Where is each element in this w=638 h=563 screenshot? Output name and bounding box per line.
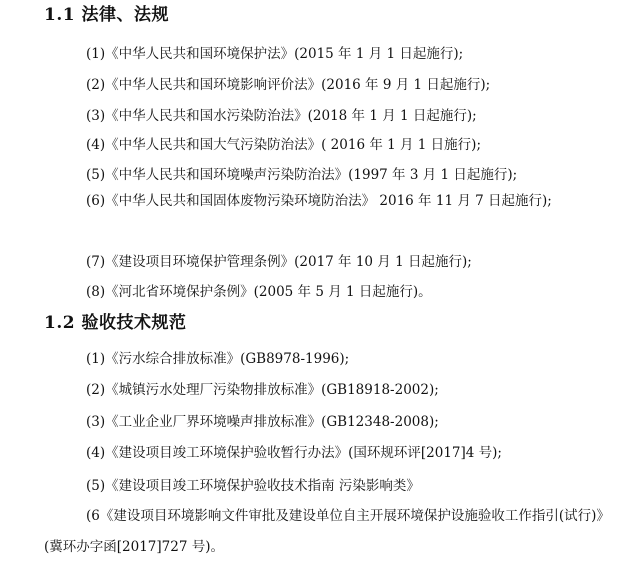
law-item-5: (5)《中华人民共和国环境噪声污染防治法》(1997 年 3 月 1 日起施行);: [86, 167, 518, 183]
law-item-8: (8)《河北省环境保护条例》(2005 年 5 月 1 日起施行)。: [86, 284, 432, 300]
law-item-6: [44, 186, 604, 217]
law-item-2: (2)《中华人民共和国环境影响评价法》(2016 年 9 月 1 日起施行);: [86, 77, 491, 93]
law-item-1: (1)《中华人民共和国环境保护法》(2015 年 1 月 1 日起施行);: [86, 46, 464, 62]
standard-item-4: (4)《建设项目竣工环境保护验收暂行办法》(国环规环评[2017]4 号);: [86, 445, 502, 461]
section-heading-standards: 1.2 验收技术规范: [44, 313, 187, 333]
law-item-7: (7)《建设项目环境保护管理条例》(2017 年 10 月 1 日起施行);: [86, 254, 472, 270]
standard-item-1: (1)《污水综合排放标准》(GB8978-1996);: [86, 351, 350, 367]
standard-item-2: (2)《城镇污水处理厂污染物排放标准》(GB18918-2002);: [86, 382, 439, 398]
standard-item-6-text: (6《建设项目环境影响文件审批及建设单位自主开展环境保护设施验收工作指引(试行)》(冀环办字函[2017]727 号)。: [44, 508, 604, 555]
standard-item-6: [44, 501, 604, 563]
law-item-6-text: (6)《中华人民共和国固体废物污染环境防治法》 2016 年 11 月 7 日起施行);: [86, 193, 552, 209]
section-heading-laws: 1.1 法律、法规: [44, 5, 169, 25]
standard-item-3: (3)《工业企业厂界环境噪声排放标准》(GB12348-2008);: [86, 414, 439, 430]
standard-item-5: (5)《建设项目竣工环境保护验收技术指南 污染影响类》: [86, 478, 420, 494]
law-item-4: (4)《中华人民共和国大气污染防治法》( 2016 年 1 月 1 日施行);: [86, 137, 481, 153]
law-item-3: (3)《中华人民共和国水污染防治法》(2018 年 1 月 1 日起施行);: [86, 108, 477, 124]
